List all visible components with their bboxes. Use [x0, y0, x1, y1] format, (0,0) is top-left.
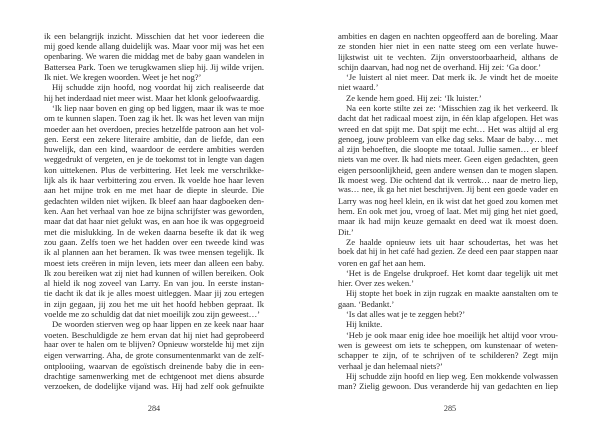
- text-line: Hij schudde zijn hoofd, nog voordat hij zich realiseerde dat: [52, 82, 264, 93]
- right-page-number: 285: [443, 404, 457, 413]
- text-line: kon uittekenen. Plus de verbittering. Het leek me verschrikke-: [44, 164, 264, 175]
- text-line: Battersea Park. Toen we terugkwamen sliep hij. Jij wilde vrijen.: [44, 61, 264, 72]
- text-line: hier. Over zes weken.’: [338, 278, 414, 289]
- text-line: Hij schudde zijn hoofd en liep weg. Een mokkende volwassen: [346, 370, 558, 381]
- text-line: De woorden stierven weg op haar lippen en ze keek naar haar: [52, 319, 264, 330]
- text-line: ‘Je luistert al niet meer. Dat merk ik. Je vindt het de moeite: [346, 72, 558, 83]
- text-line: schijn daarvan, had nog net de overhand. Hij zei: ‘Ga door.’: [338, 61, 541, 72]
- text-line: was… nee, ik ga het niet beschrijven. Jij bent een goede vader en: [338, 185, 558, 195]
- text-line: Ik moest weg. Die ochtend dat ik vertrok… naar de metro liep,: [338, 175, 558, 186]
- text-line: ambities en dagen en nachten opgeofferd aan de boreling. Maar: [338, 31, 558, 41]
- text-line: boek dat hij in het café had gezien. Ze deed een paar stappen naar: [338, 247, 558, 257]
- text-line: wen is geweest om iets te scheppen, om kunstenaar of weten-: [338, 339, 558, 350]
- text-line: drachtige samenwerking met de echtgenoot met diens absurde: [44, 370, 264, 381]
- text-line: verhaal je dan helemaal niets?’: [338, 360, 443, 371]
- text-line: Na een korte stilte zei ze: ‘Misschien zag ik het verkeerd. Ik: [346, 103, 558, 114]
- text-line: tie dacht ik dat ik je alles moest uitleggen. Maar jij zou ertegen: [44, 288, 264, 299]
- text-line: voeten. Beschuldigde ze hem ervan dat hij niet had geprobeerd: [44, 329, 264, 340]
- text-line: al hield ik nog zoveel van Larry. En van jou. In eerste instan-: [44, 278, 264, 289]
- text-line: genoeg, jouw probleem van elke dag seks. Maar de baby… met: [338, 133, 558, 144]
- text-line: eigen persoonlijkheid, geen andere wensen dan te mogen slapen.: [338, 164, 558, 175]
- text-line: Ze kende hem goed. Hij zei: ‘Ik luister.’: [346, 92, 482, 103]
- text-line: verzoeken, de dodelijke vijand was. Hij had zelf ook gefnuikte: [44, 381, 264, 392]
- text-line: om te kunnen slapen. Toen zag ik het. Ik was het leven van mijn: [44, 113, 264, 124]
- text-line: zou gaan. Zelfs toen we het hadden over een tweede kind was: [44, 236, 264, 247]
- text-line: ‘Is dat alles wat je te zeggen hebt?’: [346, 309, 466, 320]
- right-page-body: [338, 31, 558, 391]
- text-line: hem. En ook met jou, vroeg of laat. Met mij ging het niet goed,: [338, 206, 558, 217]
- text-line: ik al plannen aan het beramen. Ik was twee mensen tegelijk. Ik: [44, 247, 264, 258]
- text-line: moest iets creëren in mijn leven, iets meer dan alleen een baby.: [44, 257, 264, 268]
- text-line: niet waard.’: [338, 82, 379, 93]
- text-line: ‘Heb je ook maar enig idee hoe moeilijk het altijd voor vrou-: [346, 329, 558, 340]
- text-line: haar over te halen om te blijven? Opnieuw worstelde hij met zijn: [44, 339, 264, 349]
- text-line: ontplooiing, waarvan de egoïstisch dreinende baby die in een-: [44, 360, 264, 371]
- text-line: Hij knikte.: [346, 319, 383, 330]
- text-line: al zijn behoeften, die sloopte me totaal. Jullie samen… er bleef: [338, 144, 558, 155]
- text-line: lijkstwist uit te vechten. Zijn onverstoorbaarheid, althans de: [338, 51, 558, 62]
- text-line: ze stonden hier niet in een natte steeg om een verlate huwe-: [338, 41, 558, 52]
- text-line: voelde me zo schuldig dat dat niet moeilijk zou zijn geweest…’: [44, 309, 260, 320]
- text-line: Hij stopte het boek in zijn rugzak en maakte aanstalten om te: [346, 288, 558, 299]
- text-line: aan het mijne trok en me met haar de diepte in sleurde. Die: [44, 185, 264, 196]
- left-page-body: [44, 31, 264, 391]
- text-line: moeder aan het overdoen, precies hetzelfde patroon aan het vol-: [44, 123, 264, 134]
- text-line: in zijn gegaan, jij zou het me uit het hoofd hebben gepraat. Ik: [44, 298, 264, 309]
- text-line: Larry was nog heel klein, en ik wist dat het goed zou komen met: [338, 195, 558, 206]
- text-line: huwelijk, dan een kind, waardoor de eerdere ambities werden: [44, 144, 264, 155]
- text-line: ik een belangrijk inzicht. Misschien dat het voor iedereen die: [44, 31, 264, 41]
- text-line: niets van me over. Ik had niets meer. Geen eigen gedachten, geen: [338, 154, 558, 164]
- text-line: openbaring. We waren die middag met de baby gaan wandelen in: [44, 51, 264, 61]
- text-line: ken. Aan het verhaal van hoe ze bijna schrijfster was geworden,: [44, 206, 264, 217]
- text-line: mij goed kende allang duidelijk was. Maar voor mij was het een: [44, 41, 264, 52]
- text-line: hij het inderdaad niet meer wist. Maar het klonk geloofwaardig.: [44, 92, 261, 103]
- text-line: met die mislukking. In de weken daarna besefte ik dat ik weg: [44, 226, 264, 237]
- text-line: Ik zou bereiken wat zij niet had kunnen of willen bereiken. Ook: [44, 267, 264, 278]
- text-line: lijk als ik haar verbittering zou erven. Ik voelde hoe haar leven: [44, 175, 264, 186]
- text-line: ‘Het is de Engelse drukproef. Het komt daar tegelijk uit met: [346, 267, 558, 278]
- text-line: Dit.’: [338, 226, 354, 237]
- text-line: voren en gaf het aan hem.: [338, 257, 426, 268]
- text-line: maar ik had mijn keuze gemaakt en deed wat ik moest doen.: [338, 216, 558, 227]
- text-line: weggedrukt of vergeten, en je de toekomst tot in lengte van dagen: [44, 154, 264, 164]
- text-line: Ze haalde opnieuw iets uit haar schoudertas, het was het: [346, 236, 558, 247]
- text-line: Ik niet. We kregen woorden. Weet je het nog?’: [44, 72, 202, 83]
- text-line: ‘Ik liep naar boven en ging op bed liggen, maar ik was te moe: [52, 103, 264, 114]
- text-line: gen. Eerst een zekere literaire ambitie, dan de liefde, dan een: [44, 133, 264, 144]
- right-page: [300, 0, 600, 440]
- text-line: maar dat dat haar niet gelukt was, en aan hoe ik was opgegroeid: [44, 216, 264, 227]
- text-line: wreed en dat spijt me. Dat spijt me echt… Het was altijd al erg: [338, 123, 558, 134]
- text-line: gedachten wilden niet wijken. Ik bleef aan haar dagboeken den-: [44, 195, 264, 206]
- left-page-number: 284: [147, 404, 161, 413]
- text-line: schapper te zijn, of te schrijven of te schilderen? Zegt mijn: [338, 350, 558, 361]
- text-line: dacht dat het radicaal moest zijn, in één klap afgelopen. Het was: [338, 113, 558, 124]
- text-line: eigen verwarring. Aha, de grote consumentenmarkt van de zelf-: [44, 350, 264, 361]
- text-line: man? Zielig gewoon. Dus veranderde hij van gedachten en liep: [338, 381, 558, 392]
- text-line: gaan. ‘Bedankt.’: [338, 298, 395, 309]
